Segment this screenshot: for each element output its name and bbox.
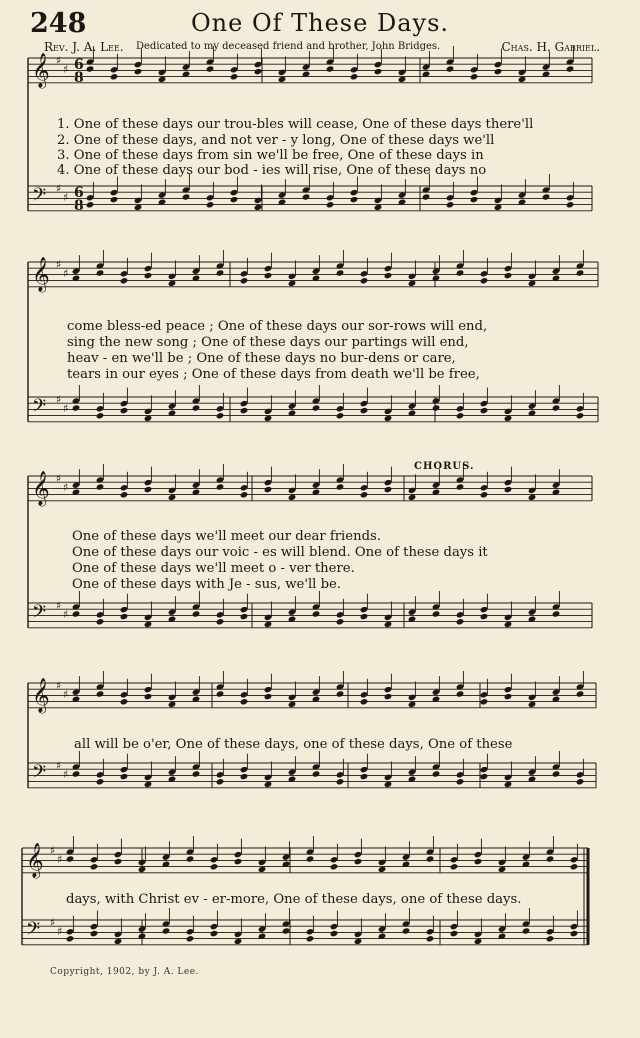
- note-head: [474, 858, 483, 865]
- key-sharp: ♯: [63, 768, 69, 781]
- note-head: [240, 773, 249, 780]
- note-head: [206, 65, 215, 72]
- note-head: [480, 613, 489, 620]
- note-head: [456, 269, 465, 276]
- note-head: [432, 404, 441, 411]
- lyric-s3-v1: One of these days we'll meet our dear friends.: [72, 529, 381, 544]
- note-head: [192, 770, 201, 777]
- lyric-s4-v1: all will be o'er, One of these days, one of these days, One of these: [74, 737, 513, 752]
- note-head: [230, 73, 239, 80]
- key-sharp: ♯: [56, 393, 62, 406]
- note-head: [216, 269, 225, 276]
- key-sharp: ♯: [63, 191, 69, 204]
- note-head: [330, 863, 339, 870]
- note-head: [144, 486, 153, 493]
- bass-clef: 𝄢: [32, 762, 47, 787]
- note-head: [96, 412, 105, 419]
- note-head: [264, 272, 273, 279]
- bass-clef: 𝄢: [26, 919, 41, 944]
- note-head: [350, 73, 359, 80]
- note-head: [576, 690, 585, 697]
- note-head: [504, 486, 513, 493]
- note-head: [66, 935, 75, 942]
- note-head: [72, 770, 81, 777]
- lyric-s3-v3: One of these days we'll meet o - ver there.: [72, 561, 355, 576]
- note-head: [264, 486, 273, 493]
- bass-clef: 𝄢: [32, 602, 47, 627]
- note-head: [312, 770, 321, 777]
- note-head: [240, 277, 249, 284]
- note-head: [134, 68, 143, 75]
- treble-clef: 𝄞: [32, 53, 50, 88]
- note-head: [186, 935, 195, 942]
- note-head: [570, 930, 579, 937]
- note-head: [426, 855, 435, 862]
- note-head: [450, 930, 459, 937]
- key-sharp: ♯: [57, 925, 63, 938]
- chorus-label: CHORUS.: [414, 461, 475, 472]
- treble-clef: 𝄞: [32, 471, 50, 506]
- lyric-s1-v3: 3. One of these days from sin we'll be free, One of these days in: [57, 148, 484, 163]
- note-head: [336, 618, 345, 625]
- note-head: [216, 412, 225, 419]
- note-head: [144, 272, 153, 279]
- note-head: [566, 201, 575, 208]
- note-head: [110, 196, 119, 203]
- note-head: [422, 193, 431, 200]
- note-head: [456, 412, 465, 419]
- note-head: [120, 407, 129, 414]
- note-head: [480, 277, 489, 284]
- time-signature-top: 6: [74, 57, 84, 73]
- note-head: [234, 858, 243, 865]
- time-signature-bottom: 8: [74, 70, 84, 86]
- note-head: [264, 693, 273, 700]
- note-head: [354, 858, 363, 865]
- key-sharp: ♯: [57, 853, 63, 866]
- note-head: [480, 491, 489, 498]
- note-head: [456, 483, 465, 490]
- note-head: [552, 404, 561, 411]
- note-head: [552, 610, 561, 617]
- note-head: [546, 935, 555, 942]
- hymn-number: 248: [30, 8, 87, 39]
- lyric-s2-v3: heav - en we'll be ; One of these days no bur-dens or care,: [67, 351, 456, 366]
- note-head: [96, 483, 105, 490]
- note-head: [576, 412, 585, 419]
- key-sharp: ♯: [56, 258, 62, 271]
- note-head: [450, 863, 459, 870]
- note-head: [384, 693, 393, 700]
- key-sharp: ♯: [56, 599, 62, 612]
- note-head: [330, 930, 339, 937]
- note-head: [120, 277, 129, 284]
- note-head: [216, 483, 225, 490]
- note-head: [336, 778, 345, 785]
- key-sharp: ♯: [63, 402, 69, 415]
- note-head: [426, 935, 435, 942]
- key-sharp: ♯: [50, 916, 56, 929]
- lyric-s2-v4: tears in our eyes ; One of these days from death we'll be free,: [67, 367, 480, 382]
- note-head: [374, 68, 383, 75]
- note-head: [240, 491, 249, 498]
- note-head: [494, 68, 503, 75]
- note-head: [186, 855, 195, 862]
- bass-clef: 𝄢: [32, 185, 47, 210]
- key-sharp: ♯: [50, 844, 56, 857]
- lyric-s1-v2: 2. One of these days, and not ver - y long, One of these days we'll: [57, 133, 495, 148]
- note-head: [90, 930, 99, 937]
- key-sharp: ♯: [63, 63, 69, 76]
- note-head: [240, 613, 249, 620]
- note-head: [192, 610, 201, 617]
- note-head: [480, 773, 489, 780]
- note-head: [306, 855, 315, 862]
- note-head: [114, 858, 123, 865]
- key-sharp: ♯: [63, 608, 69, 621]
- note-head: [120, 491, 129, 498]
- note-head: [384, 272, 393, 279]
- note-head: [282, 927, 291, 934]
- lyric-s2-v1: come bless-ed peace ; One of these days our sor-rows will end,: [67, 319, 488, 334]
- note-head: [312, 404, 321, 411]
- note-head: [120, 773, 129, 780]
- note-head: [144, 693, 153, 700]
- note-head: [446, 201, 455, 208]
- note-head: [546, 855, 555, 862]
- note-head: [360, 613, 369, 620]
- note-head: [326, 201, 335, 208]
- note-head: [360, 773, 369, 780]
- note-head: [230, 196, 239, 203]
- note-head: [552, 770, 561, 777]
- note-head: [384, 486, 393, 493]
- note-head: [120, 613, 129, 620]
- note-head: [302, 193, 311, 200]
- note-head: [542, 193, 551, 200]
- note-head: [350, 196, 359, 203]
- note-head: [360, 698, 369, 705]
- note-head: [96, 618, 105, 625]
- note-head: [360, 407, 369, 414]
- lyric-s1-v1: 1. One of these days our trou-bles will cease, One of these days there'll: [57, 117, 534, 132]
- note-head: [306, 935, 315, 942]
- note-head: [576, 269, 585, 276]
- note-head: [456, 690, 465, 697]
- note-head: [110, 73, 119, 80]
- note-head: [456, 618, 465, 625]
- note-head: [216, 618, 225, 625]
- key-sharp: ♯: [63, 688, 69, 701]
- note-head: [336, 269, 345, 276]
- note-head: [210, 930, 219, 937]
- lyric-s3-v2: One of these days our voic - es will blend. One of these days it: [72, 545, 488, 560]
- note-head: [470, 196, 479, 203]
- note-head: [446, 65, 455, 72]
- note-head: [480, 698, 489, 705]
- note-head: [336, 412, 345, 419]
- treble-clef: 𝄞: [32, 678, 50, 713]
- key-sharp: ♯: [63, 267, 69, 280]
- note-head: [456, 778, 465, 785]
- note-head: [480, 407, 489, 414]
- copyright-notice: Copyright, 1902, by J. A. Lee.: [50, 967, 199, 977]
- note-head: [504, 693, 513, 700]
- lyric-s2-v2: sing the new song ; One of these days our partings will end,: [67, 335, 469, 350]
- note-head: [66, 855, 75, 862]
- note-head: [72, 404, 81, 411]
- time-signature-bottom: 8: [74, 198, 84, 214]
- note-head: [86, 201, 95, 208]
- author-credit: Rev. J. A. Lee.: [44, 40, 124, 54]
- key-sharp: ♯: [56, 472, 62, 485]
- note-head: [96, 690, 105, 697]
- note-head: [504, 272, 513, 279]
- note-head: [576, 778, 585, 785]
- note-head: [216, 690, 225, 697]
- note-head: [216, 778, 225, 785]
- lyric-s5-v1: days, with Christ ev - er-more, One of these days, one of these days.: [66, 892, 522, 907]
- note-head: [570, 863, 579, 870]
- lyric-s1-v4: 4. One of these days our bod - ies will rise, One of these days no: [57, 163, 487, 178]
- note-head: [432, 770, 441, 777]
- note-head: [90, 863, 99, 870]
- treble-clef: 𝄞: [32, 257, 50, 292]
- note-head: [336, 690, 345, 697]
- key-sharp: ♯: [56, 54, 62, 67]
- lyric-s3-v4: One of these days with Je - sus, we'll be.: [72, 577, 342, 592]
- hymn-title: One Of These Days.: [190, 9, 450, 37]
- note-head: [254, 68, 263, 75]
- note-head: [72, 610, 81, 617]
- note-head: [120, 698, 129, 705]
- composer-credit: Chas. H. Gabriel.: [501, 40, 600, 54]
- note-head: [210, 863, 219, 870]
- note-head: [360, 277, 369, 284]
- note-head: [336, 483, 345, 490]
- note-head: [312, 610, 321, 617]
- note-head: [162, 927, 171, 934]
- note-head: [96, 778, 105, 785]
- note-head: [566, 65, 575, 72]
- note-head: [96, 269, 105, 276]
- note-head: [360, 491, 369, 498]
- note-head: [402, 927, 411, 934]
- note-head: [326, 65, 335, 72]
- dedication-text: Dedicated to my deceased friend and brother, John Bridges.: [136, 41, 441, 52]
- staff-systems: [22, 46, 598, 945]
- note-head: [470, 73, 479, 80]
- note-head: [192, 404, 201, 411]
- note-head: [522, 927, 531, 934]
- key-sharp: ♯: [56, 182, 62, 195]
- note-head: [240, 407, 249, 414]
- note-head: [240, 698, 249, 705]
- note-head: [182, 193, 191, 200]
- key-sharp: ♯: [56, 759, 62, 772]
- time-signature-top: 6: [74, 185, 84, 201]
- treble-clef: 𝄞: [26, 843, 44, 878]
- key-sharp: ♯: [56, 679, 62, 692]
- bass-clef: 𝄢: [32, 396, 47, 421]
- note-head: [206, 201, 215, 208]
- key-sharp: ♯: [63, 481, 69, 494]
- note-head: [86, 65, 95, 72]
- note-head: [432, 610, 441, 617]
